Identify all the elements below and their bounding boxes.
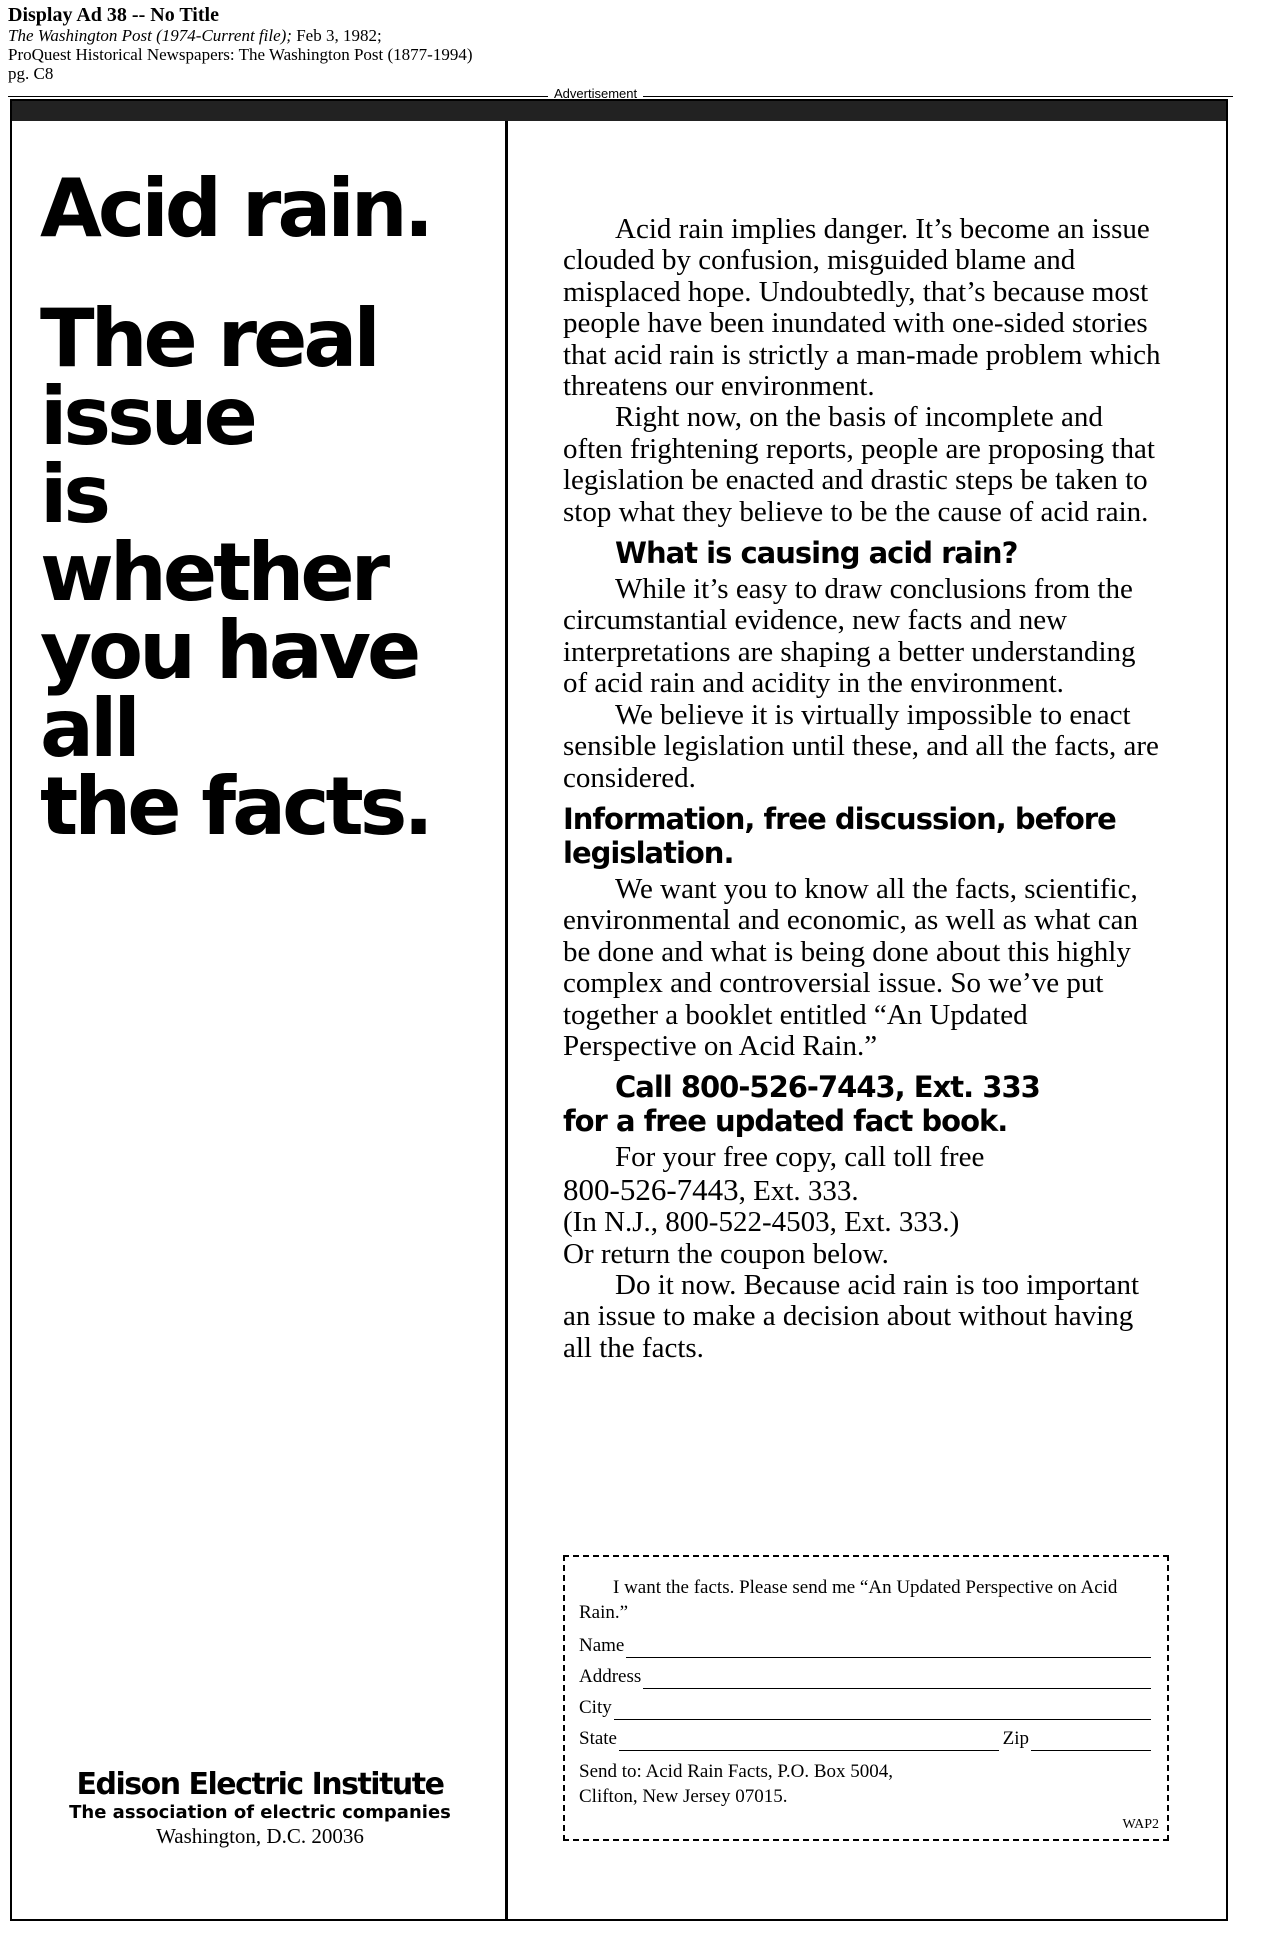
sponsor-tagline: The association of electric companies: [69, 1802, 451, 1823]
phone-extension: , Ext. 333.: [738, 1174, 859, 1207]
body-paragraph-4: We believe it is virtually impossible to enact sensible legislation until these, and all the facts, are considered.: [563, 698, 1159, 794]
headline-line-5: whether: [40, 526, 387, 619]
headline-line-6: you have: [40, 604, 418, 697]
subhead-causes: What is causing acid rain?: [615, 536, 1018, 571]
coupon-name-field[interactable]: [626, 1639, 1151, 1658]
coupon-send-to-line-1: Send to: Acid Rain Facts, P.O. Box 5004,: [579, 1761, 894, 1782]
headline-line-3: issue: [40, 370, 254, 463]
body-column: [563, 214, 1163, 1364]
body-paragraph-1: Acid rain implies danger. It’s become an issue clouded by confusion, misguided blame and misplaced hope. Undoubtedly, that’s because most people have been inundated with one-sided stories that acid rain is strictly a man-made problem which threatens our environment.: [563, 213, 1161, 403]
citation-header: [8, 4, 473, 83]
coupon-name-row: [579, 1633, 1151, 1658]
body-paragraph-7: Do it now. Because acid rain is too important an issue to make a decision about without having all the facts.: [563, 1268, 1140, 1364]
coupon-name-label: Name: [579, 1635, 625, 1656]
headline-line-1: Acid rain.: [40, 162, 431, 255]
coupon: [563, 1555, 1169, 1841]
coupon-intro: I want the facts. Please send me “An Updated Perspective on Acid Rain.”: [579, 1577, 1118, 1623]
headline-line-8: the facts.: [40, 760, 430, 853]
subhead-call: [563, 1070, 1163, 1138]
body-paragraph-2: Right now, on the basis of incomplete and often frightening reports, people are proposing that legislation be enacted and drastic steps be taken to stop what they believe to be the cause of acid rain.: [563, 401, 1155, 528]
coupon-address-field[interactable]: [643, 1670, 1151, 1689]
coupon-instruction: Or return the coupon below.: [563, 1237, 889, 1270]
coupon-send-to-line-2: Clifton, New Jersey 07015.: [579, 1786, 788, 1807]
coupon-address-row: [579, 1664, 1151, 1689]
coupon-code: WAP2: [1122, 1817, 1159, 1832]
subhead-call-line-1: Call 800-526-7443, Ext. 333: [615, 1070, 1040, 1105]
coupon-city-field[interactable]: [614, 1701, 1151, 1720]
citation-title: Display Ad 38 -- No Title: [8, 4, 219, 26]
headline-column: [40, 162, 480, 853]
headline-line-2: The real: [40, 292, 377, 385]
coupon-address-label: Address: [579, 1666, 642, 1687]
citation-database: ProQuest Historical Newspapers: The Washington Post (1877-1994): [8, 45, 473, 64]
coupon-send-to: [579, 1759, 1151, 1809]
sponsor-name: Edison Electric Institute: [76, 1767, 444, 1802]
ad-top-band: [12, 101, 1226, 121]
nj-phone-line: (In N.J., 800-522-4503, Ext. 333.): [563, 1206, 960, 1239]
headline-line-4: is: [40, 448, 108, 541]
sponsor-address: Washington, D.C. 20036: [156, 1824, 364, 1848]
body-paragraph-3: While it’s easy to draw conclusions from the circumstantial evidence, new facts and new interpretations are shaping a better understanding of acid rain and acidity in the environment.: [563, 573, 1136, 700]
coupon-zip-label: Zip: [1002, 1728, 1029, 1749]
phone-line: [563, 1171, 1163, 1207]
body-paragraph-6: [563, 1142, 1163, 1173]
sponsor-block: [40, 1768, 480, 1848]
coupon-state-row: [579, 1726, 1151, 1751]
column-divider: [505, 121, 508, 1919]
coupon-city-row: [579, 1695, 1151, 1720]
citation-publication: The Washington Post (1974-Current file);: [8, 26, 292, 45]
call-intro: For your free copy, call toll free: [615, 1141, 985, 1174]
body-paragraph-5: We want you to know all the facts, scientific, environmental and economic, as well as what can be done and what is being done about this highly complex and controversial issue. So we’ve put together a booklet entitled “An Updated Perspective on Acid Rain.”: [563, 872, 1138, 1062]
headline-line-7: all: [40, 682, 137, 775]
phone-number: 800-526-7443: [563, 1171, 739, 1207]
citation-page: pg. C8: [8, 64, 54, 83]
coupon-zip-field[interactable]: [1031, 1732, 1151, 1751]
coupon-state-label: State: [579, 1728, 617, 1749]
coupon-state-field[interactable]: [619, 1732, 999, 1751]
citation-date: Feb 3, 1982;: [291, 26, 382, 45]
coupon-city-label: City: [579, 1697, 612, 1718]
subhead-information: Information, free discussion, before legislation.: [563, 801, 1116, 870]
subhead-call-line-2: for a free updated fact book.: [563, 1104, 1008, 1139]
advertisement-label: Advertisement: [548, 86, 643, 101]
headline: [40, 162, 480, 853]
citation-source: [8, 26, 473, 45]
